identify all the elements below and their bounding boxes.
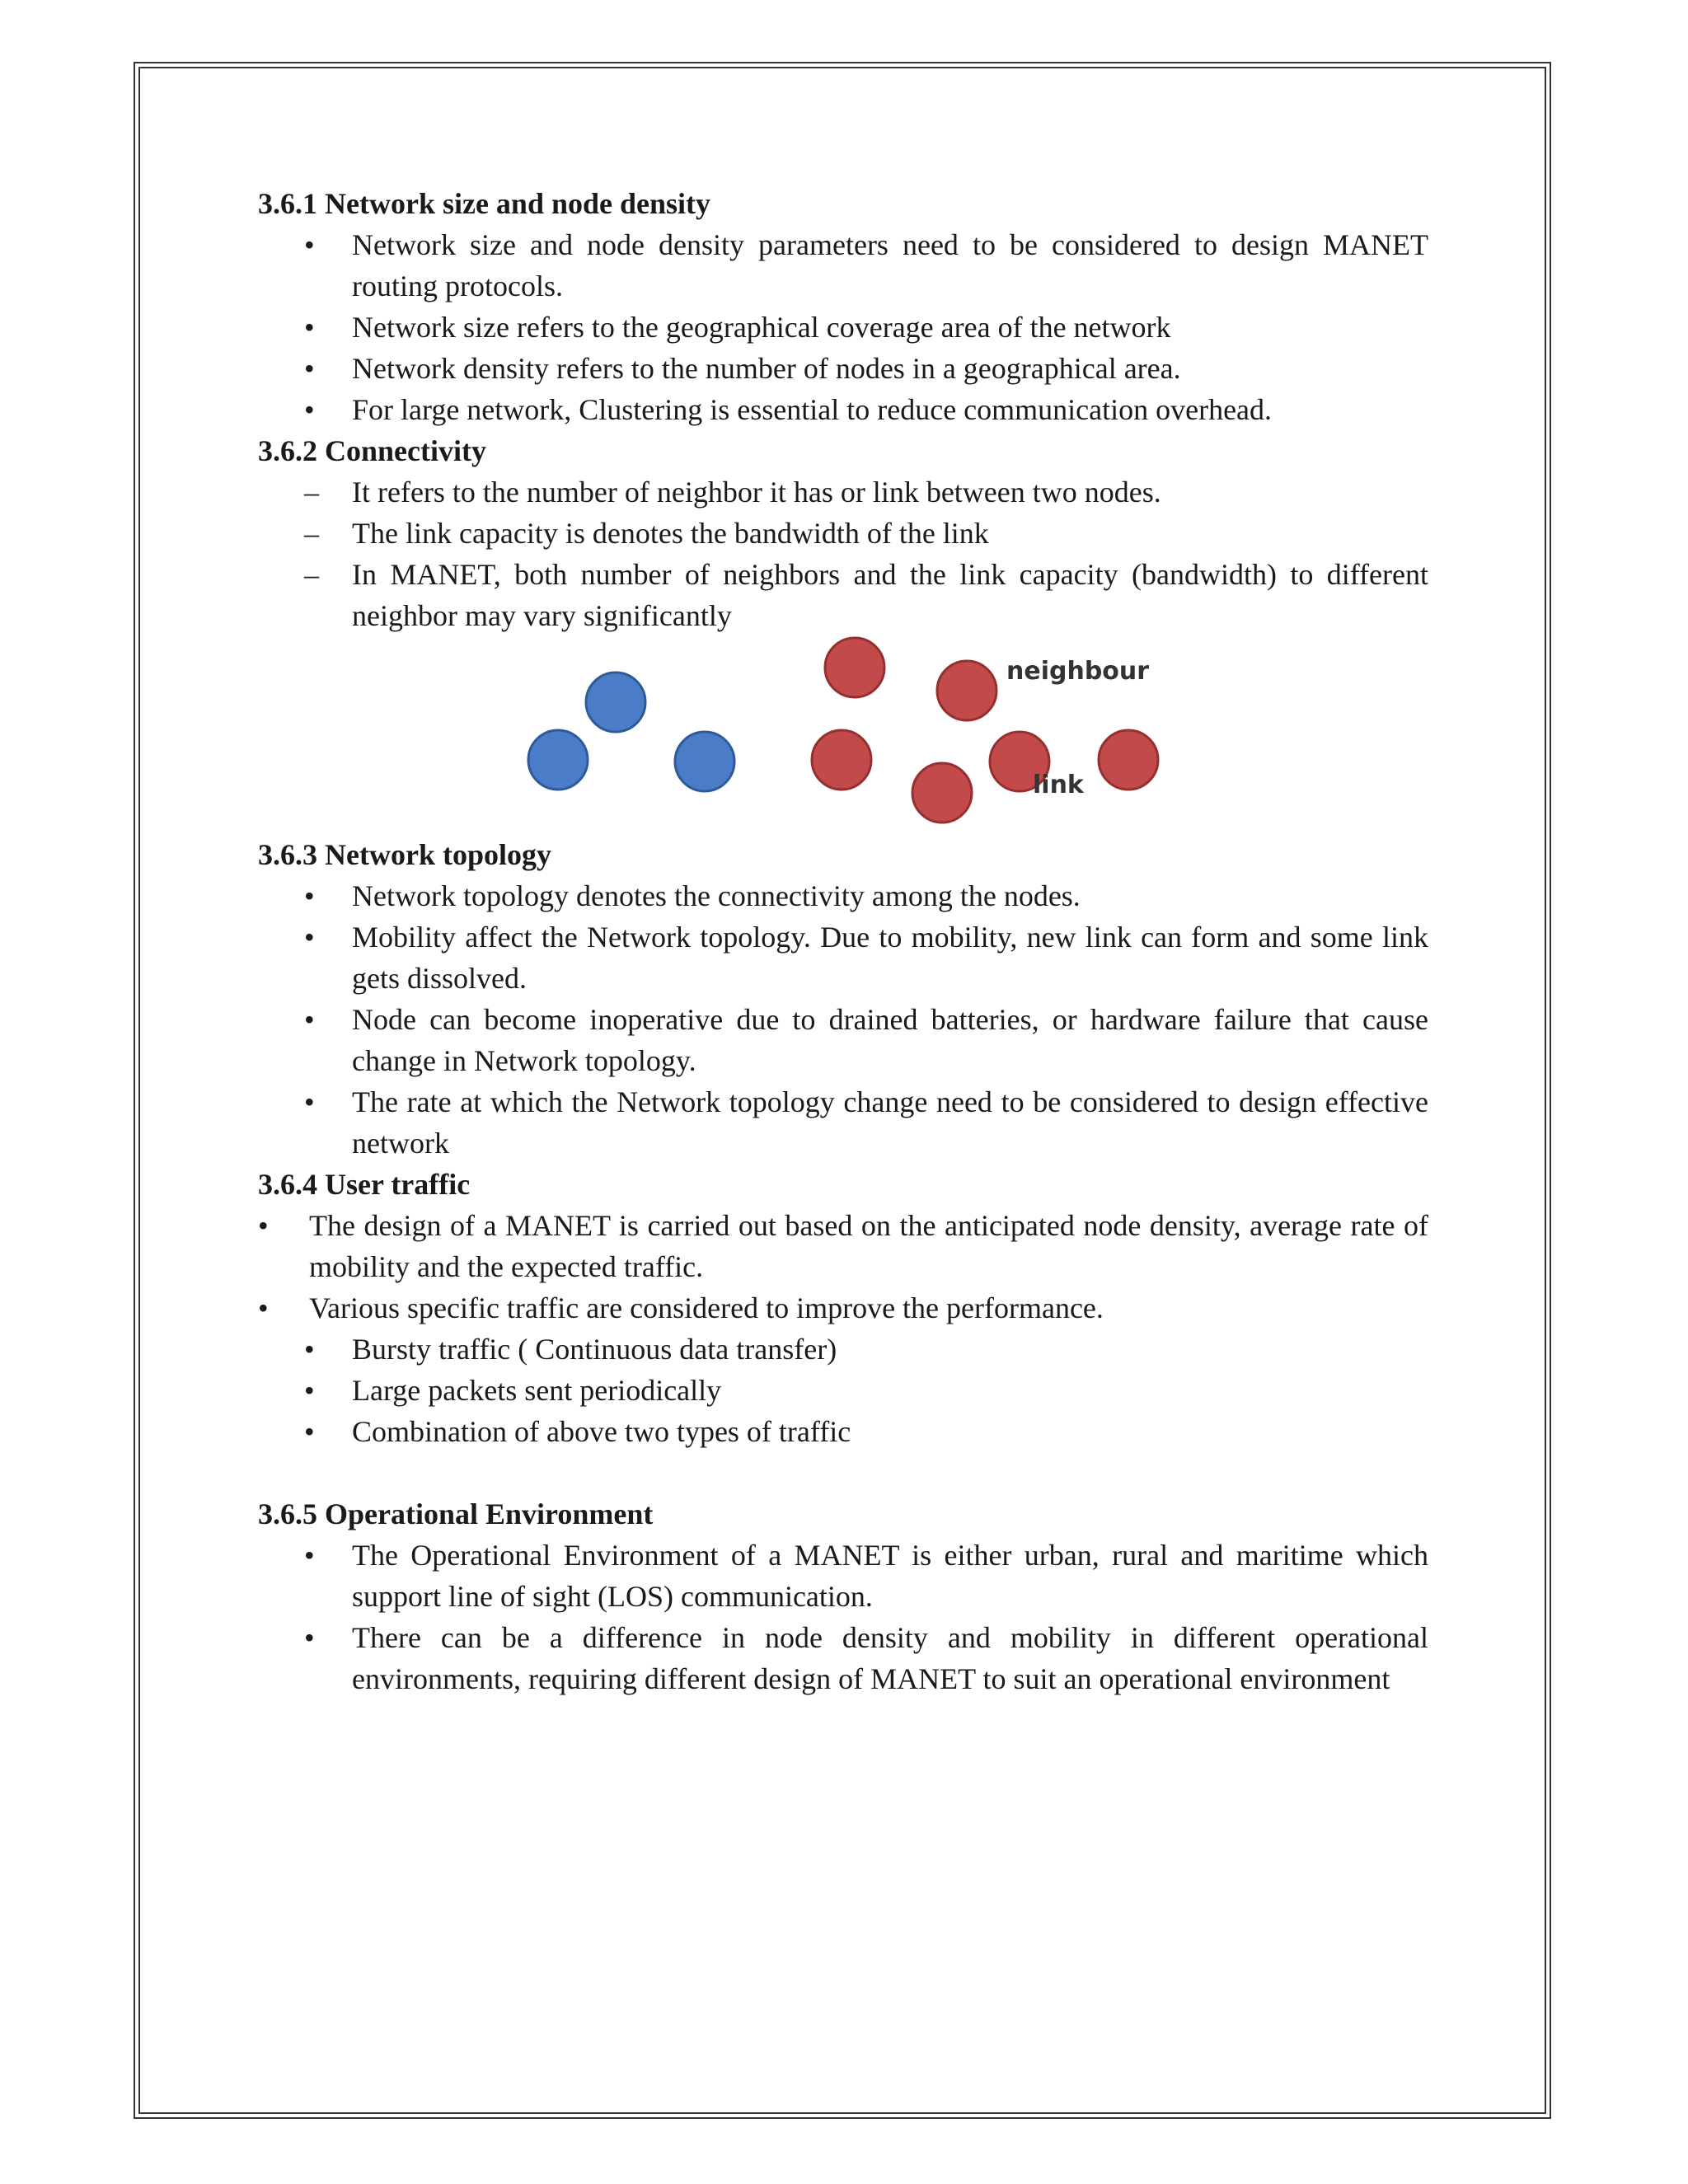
- dash-marker: –: [304, 517, 319, 550]
- list-item-text: Large packets sent periodically: [352, 1374, 722, 1407]
- bullet-marker: •: [258, 1209, 269, 1242]
- red-node: [937, 661, 996, 720]
- bullet-marker: •: [304, 1003, 315, 1036]
- list-item-text: Network topology denotes the connectivity among the nodes.: [352, 879, 1081, 912]
- list-item: [258, 1081, 1428, 1164]
- list-item: [258, 1329, 1428, 1370]
- list-item-text: Various specific traffic are considered to improve the performance.: [309, 1291, 1104, 1324]
- dash-marker: –: [304, 558, 319, 591]
- list-item-text: Bursty traffic ( Continuous data transfer): [352, 1333, 837, 1366]
- list-item-text: The Operational Environment of a MANET is either urban, rural and maritime which support line of sight (LOS) communication.: [352, 1539, 1428, 1613]
- list-item: [258, 554, 1428, 636]
- blue-node: [586, 673, 645, 732]
- bullet-marker: •: [304, 1415, 315, 1448]
- link-label: link: [1033, 771, 1084, 799]
- bullet-marker: •: [304, 228, 315, 261]
- blue-node: [528, 730, 588, 790]
- red-node: [912, 763, 972, 823]
- list-item: [258, 307, 1428, 348]
- bullet-marker: •: [304, 1539, 315, 1572]
- list-item-text: For large network, Clustering is essential to reduce communication overhead.: [352, 393, 1273, 426]
- neighbour-label: neighbour: [1006, 657, 1150, 686]
- node-diagram: [505, 636, 1445, 834]
- list-item: [258, 1535, 1428, 1617]
- list-item: [258, 875, 1428, 916]
- list-item-text: Mobility affect the Network topology. Due to mobility, new link can form and some link gets dissolved.: [352, 921, 1428, 995]
- section-heading: 3.6.1 Network size and node density: [258, 187, 711, 220]
- bullet-marker: •: [304, 1374, 315, 1407]
- list-item: [258, 348, 1428, 389]
- bullet-marker: •: [304, 352, 315, 385]
- list-item-text: It refers to the number of neighbor it has or link between two nodes.: [352, 476, 1161, 509]
- list-item: [258, 389, 1428, 430]
- dash-marker: –: [304, 476, 319, 509]
- list-item-text: The rate at which the Network topology change need to be considered to design effective network: [352, 1085, 1428, 1160]
- list-item-text: There can be a difference in node density and mobility in different operational environments, requiring different design of MANET to suit an operational environment: [352, 1621, 1428, 1695]
- list-item: [258, 1370, 1428, 1411]
- red-node: [1099, 730, 1158, 790]
- list-item-text: The design of a MANET is carried out based on the anticipated node density, average rate of mobility and the expected traffic.: [309, 1209, 1428, 1283]
- section-heading: 3.6.4 User traffic: [258, 1168, 471, 1201]
- list-item-text: Network size refers to the geographical coverage area of the network: [352, 311, 1171, 344]
- bullet-marker: •: [304, 393, 315, 426]
- section-heading: 3.6.3 Network topology: [258, 838, 551, 871]
- list-item: [258, 513, 1428, 554]
- section-heading: 3.6.5 Operational Environment: [258, 1497, 654, 1530]
- section-heading: 3.6.2 Connectivity: [258, 434, 486, 467]
- list-item-text: Node can become inoperative due to drained batteries, or hardware failure that cause change in Network topology.: [352, 1003, 1428, 1077]
- blue-node: [675, 732, 734, 791]
- bullet-marker: •: [304, 921, 315, 954]
- bullet-marker: •: [304, 1621, 315, 1654]
- list-item: [258, 1411, 1428, 1452]
- list-item: [258, 999, 1428, 1081]
- spacer: [258, 1452, 1428, 1493]
- bullet-marker: •: [304, 311, 315, 344]
- list-item: [258, 224, 1428, 307]
- list-item: [258, 1617, 1428, 1699]
- list-item-text: The link capacity is denotes the bandwidth of the link: [352, 517, 989, 550]
- red-node: [812, 730, 871, 790]
- red-node: [825, 638, 884, 697]
- list-item: [258, 471, 1428, 513]
- bullet-marker: •: [304, 1085, 315, 1118]
- list-item-text: Network size and node density parameters need to be considered to design MANET routing protocols.: [352, 228, 1428, 302]
- bullet-marker: •: [304, 1333, 315, 1366]
- bullet-marker: •: [304, 879, 315, 912]
- list-item: [258, 916, 1428, 999]
- list-item: [258, 1287, 1428, 1329]
- network-figure: [258, 636, 1428, 834]
- list-item-text: In MANET, both number of neighbors and the link capacity (bandwidth) to different neighbor may vary significantly: [352, 558, 1428, 632]
- bullet-marker: •: [258, 1291, 269, 1324]
- list-item: [258, 1205, 1428, 1287]
- list-item-text: Network density refers to the number of nodes in a geographical area.: [352, 352, 1181, 385]
- document-body: [258, 183, 1428, 1699]
- list-item-text: Combination of above two types of traffic: [352, 1415, 851, 1448]
